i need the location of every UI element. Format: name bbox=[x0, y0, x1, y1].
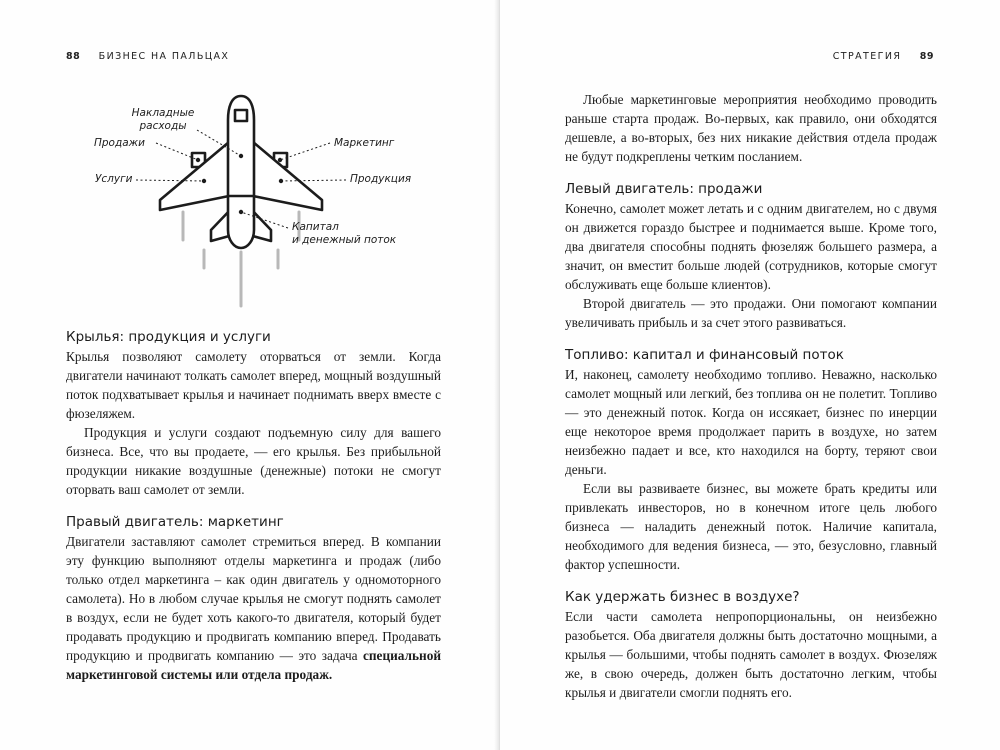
left-page bbox=[0, 0, 497, 750]
left-running-title: БИЗНЕС НА ПАЛЬЦАХ bbox=[98, 51, 230, 62]
paragraph bbox=[66, 532, 441, 684]
airplane-illustration bbox=[66, 80, 446, 320]
emphasized-text: специальной маркетинговой системы или отдела продаж. bbox=[66, 648, 441, 682]
section-intro bbox=[565, 90, 937, 166]
paragraph: Любые маркетинговые мероприятия необходимо проводить раньше старта продаж. Во-первых, как правило, они обходятся дешевле, а во-вторых, без них никакие действия отдела продаж не будут подкреплены четким посланием. bbox=[565, 92, 937, 164]
section-heading: Правый двигатель: маркетинг bbox=[66, 514, 284, 530]
capital-label-line2: и денежный поток bbox=[292, 234, 397, 246]
section-heading: Левый двигатель: продажи bbox=[565, 181, 763, 197]
right-page-text bbox=[565, 90, 937, 716]
products-label: Продукция bbox=[350, 173, 412, 185]
section-heading: Крылья: продукция и услуги bbox=[66, 329, 271, 345]
section-heading: Как удержать бизнес в воздухе? bbox=[565, 589, 800, 605]
section-fuel bbox=[565, 346, 937, 574]
section-keep-aloft bbox=[565, 588, 937, 702]
paragraph-text: Двигатели заставляют самолет стремиться вперед. В компании эту функцию выполняют отделы маркетинга и продаж (либо только отдел маркетинга – как один двигатель у одномоторного самолета). Но в любом случае крылья не смогут поднять самолет в воздух, если не будет хоть какого-то двигателя, который будет продавать продукцию и продвигать компанию вперед. Продавать продукцию и продвигать компанию — это задача bbox=[66, 534, 441, 663]
paragraph: Если части самолета непропорциональны, он неизбежно разобьется. Оба двигателя должны быть достаточно мощными, а крылья — большими, чтобы поднять самолет в воздух. Фюзеляж же, в свою очередь, должен быть достаточно легким, чтобы крылья и двигатели смогли поднять его. bbox=[565, 609, 937, 700]
paragraph: Крылья позволяют самолету оторваться от земли. Когда двигатели начинают толкать самолет вперед, мощный воздушный поток подхватывает крылья и начинает поднимать вверх вместе с фюзеляжем. bbox=[66, 349, 441, 421]
marketing-label: Маркетинг bbox=[334, 137, 395, 149]
cockpit-window bbox=[235, 110, 247, 121]
overhead-label bbox=[126, 107, 200, 133]
overhead-label-line2: расходы bbox=[139, 120, 187, 132]
paragraph: Второй двигатель — это продажи. Они помогают компании увеличивать прибыль и за счет этого развиваться. bbox=[565, 296, 937, 330]
capital-label-line1: Капитал bbox=[292, 221, 339, 233]
paragraph: Продукция и услуги создают подъемную силу для вашего бизнеса. Все, что вы продаете, — его крылья. Без прибыльной продукции никакие воздушные (денежные) потоки не смогут оторвать ваш самолет от земли. bbox=[66, 425, 441, 497]
section-heading: Топливо: капитал и финансовый поток bbox=[565, 347, 844, 363]
overhead-label-line1: Накладные bbox=[131, 107, 195, 119]
section-right-engine bbox=[66, 513, 441, 684]
left-page-text bbox=[66, 328, 441, 698]
paragraph: И, наконец, самолету необходимо топливо. Неважно, насколько самолет мощный или легкий, без топлива он не полетит. Топливо — это денежный поток. Когда он иссякает, бизнес по инерции еще некоторое время продолжает парить в воздухе, но затем неизбежно падает и все, кто находился на борту, теряют свои деньги. bbox=[565, 367, 937, 477]
paragraph: Конечно, самолет может летать и с одним двигателем, но с двумя он движется гораздо быстрее и поднимается выше. Кроме того, два двигателя способны поднять фюзеляж большего размера, а значит, он вместит больше людей (сотрудников, которые смогут обслуживать еще больше клиентов). bbox=[565, 201, 937, 292]
left-page-number: 88 bbox=[66, 51, 81, 62]
capital-label bbox=[292, 221, 396, 247]
section-wings bbox=[66, 328, 441, 499]
right-page-number: 89 bbox=[919, 51, 934, 62]
paragraph: Если вы развиваете бизнес, вы можете брать кредиты или привлекать инвесторов, но в конечном итоге цель любого бизнеса — наладить денежный поток. Наличие капитала, необходимого для ведения бизнеса, — это, безусловно, главный фактор успешности. bbox=[565, 481, 937, 572]
left-running-head bbox=[66, 51, 229, 62]
sales-label: Продажи bbox=[94, 137, 145, 149]
airplane-diagram bbox=[66, 80, 446, 320]
services-label: Услуги bbox=[95, 173, 133, 185]
right-running-head bbox=[833, 51, 934, 62]
section-left-engine bbox=[565, 180, 937, 332]
right-running-title: СТРАТЕГИЯ bbox=[832, 51, 902, 62]
